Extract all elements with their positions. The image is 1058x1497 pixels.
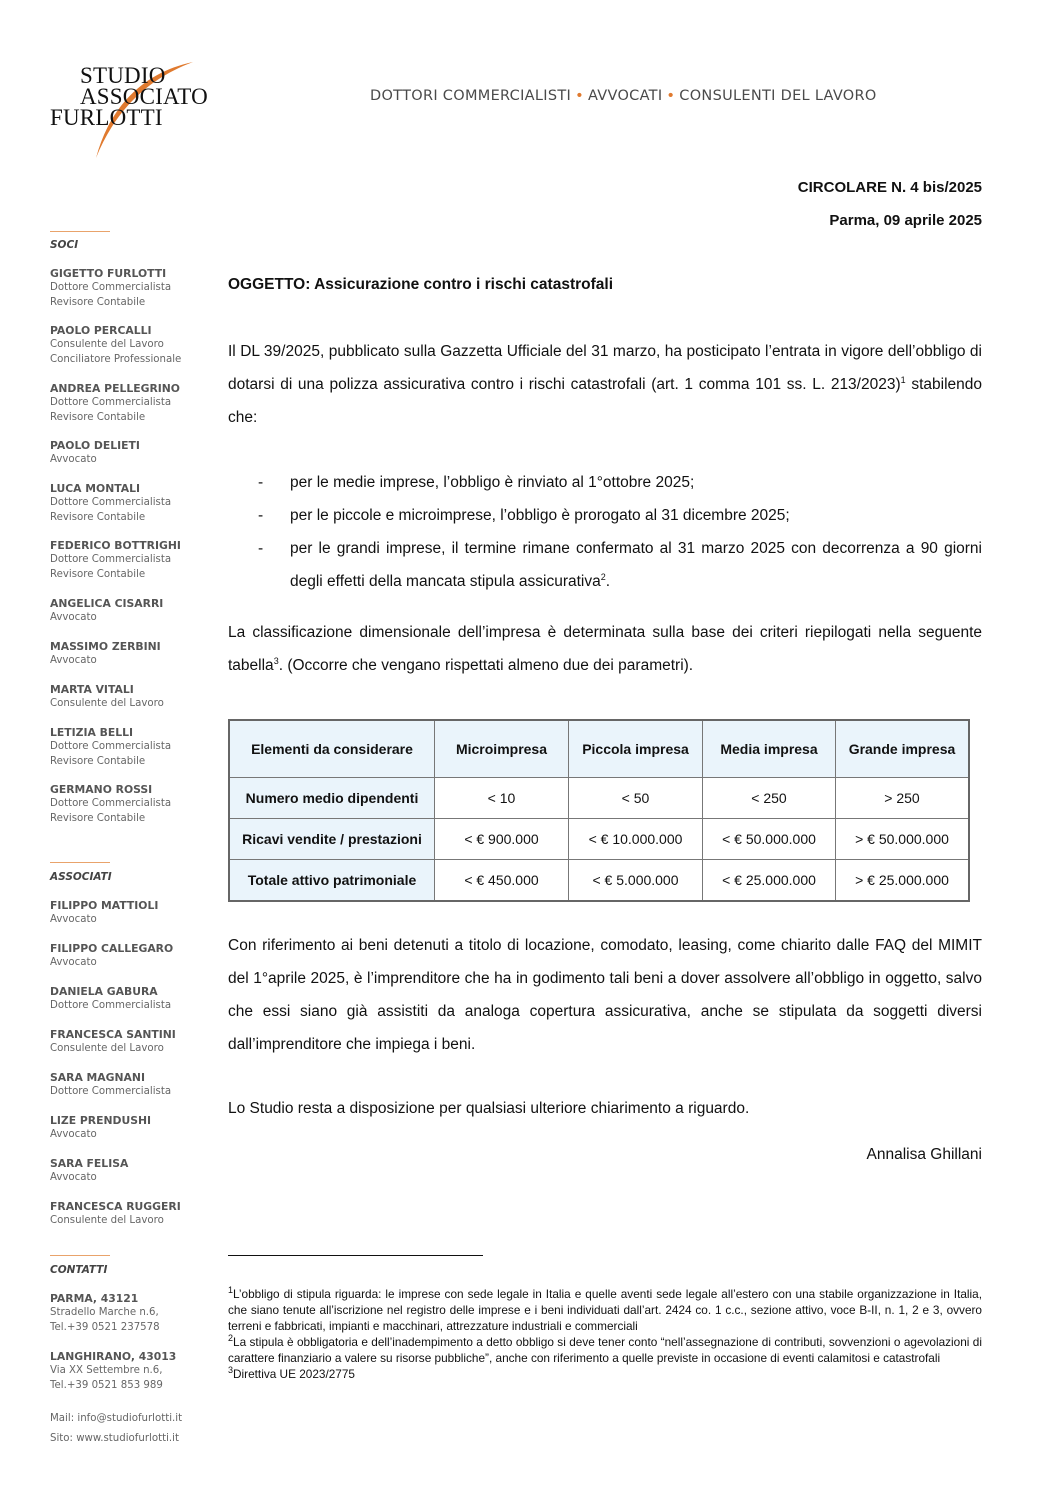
table-cell: < € 10.000.000 <box>569 819 703 860</box>
office-entry <box>50 1292 160 1335</box>
table-row <box>229 860 969 902</box>
table-cell: > 250 <box>836 778 970 819</box>
list-item <box>228 499 982 532</box>
partner-role: Revisore Contabile <box>50 568 146 580</box>
office-phone: Tel.+39 0521 237578 <box>50 1321 160 1333</box>
associate-role: Consulente del Lavoro <box>50 1215 164 1226</box>
office-name: LANGHIRANO, 43013 <box>50 1350 177 1363</box>
paragraph-text: stabilendo che: <box>228 376 982 426</box>
list-item-text: per le piccole e microimprese, l’obbligo è prorogato al 31 dicembre 2025; <box>290 507 790 524</box>
associate-entry <box>50 942 173 971</box>
office-phone: Tel.+39 0521 853 989 <box>50 1379 163 1391</box>
tagline-item: AVVOCATI <box>587 88 663 104</box>
partner-entry <box>50 382 180 425</box>
table-cell: > € 50.000.000 <box>836 819 970 860</box>
professions-tagline <box>370 88 877 104</box>
company-size-table <box>228 719 970 902</box>
contact-website[interactable]: Sito: www.studiofurlotti.it <box>50 1433 179 1444</box>
letter-subject: OGGETTO: Assicurazione contro i rischi catastrofali <box>228 276 614 293</box>
studio-logo <box>50 60 220 160</box>
section-title-associati: ASSOCIATI <box>50 871 112 883</box>
paragraph-closing: Lo Studio resta a disposizione per qualsiasi ulteriore chiarimento a riguardo. <box>228 1100 750 1117</box>
table-cell: < 250 <box>703 778 836 819</box>
associate-role: Avvocato <box>50 1129 97 1140</box>
tagline-item: CONSULENTI DEL LAVORO <box>679 88 877 104</box>
associate-role: Avvocato <box>50 1172 97 1183</box>
footnotes <box>228 1286 982 1382</box>
partner-role: Dottore Commercialista <box>50 798 172 809</box>
footnote <box>228 1366 982 1382</box>
table-row <box>229 819 969 860</box>
associate-role: Dottore Commercialista <box>50 1086 172 1097</box>
partner-entry <box>50 267 171 310</box>
list-item-text: . <box>605 573 611 590</box>
section-title-contatti: CONTATTI <box>50 1264 108 1276</box>
table-header-cell: Elementi da considerare <box>229 720 435 778</box>
partner-role: Revisore Contabile <box>50 296 146 308</box>
office-entry <box>50 1350 176 1393</box>
contact-email[interactable]: Mail: info@studiofurlotti.it <box>50 1413 183 1424</box>
section-divider <box>50 231 110 232</box>
partner-name: PAOLO PERCALLI <box>50 324 152 337</box>
paragraph-intro <box>228 335 982 434</box>
partner-role: Revisore Contabile <box>50 411 146 423</box>
associate-role: Consulente del Lavoro <box>50 1043 164 1054</box>
partner-entry <box>50 324 181 367</box>
office-address: Stradello Marche n.6, <box>50 1307 159 1318</box>
dash-bullet-icon: - <box>258 507 264 524</box>
partner-role: Revisore Contabile <box>50 511 146 523</box>
logo-line-3: FURLOTTI <box>50 105 163 130</box>
associate-name: FILIPPO MATTIOLI <box>50 899 159 912</box>
footnote <box>228 1286 982 1334</box>
associate-role: Avvocato <box>50 957 97 968</box>
table-header-cell: Microimpresa <box>435 720 569 778</box>
footnote-number: 2 <box>228 1333 234 1344</box>
section-divider <box>50 862 110 863</box>
partner-entry <box>50 539 181 582</box>
associate-name: LIZE PRENDUSHI <box>50 1114 152 1127</box>
dash-bullet-icon: - <box>258 540 264 557</box>
footnote <box>228 1334 982 1366</box>
table-cell: < € 25.000.000 <box>703 860 836 902</box>
partner-name: FEDERICO BOTTRIGHI <box>50 539 181 552</box>
partner-entry <box>50 683 164 712</box>
associate-entry <box>50 1071 171 1100</box>
table-header-cell: Piccola impresa <box>569 720 703 778</box>
partner-entry <box>50 597 163 626</box>
partner-entry <box>50 640 161 669</box>
footnote-ref[interactable]: 3 <box>273 655 279 666</box>
footnote-ref[interactable]: 2 <box>600 571 606 582</box>
partner-name: MASSIMO ZERBINI <box>50 640 161 653</box>
table-header-row <box>229 720 969 778</box>
partner-name: MARTA VITALI <box>50 683 134 696</box>
table-cell: > € 25.000.000 <box>836 860 970 902</box>
partner-name: GERMANO ROSSI <box>50 783 153 796</box>
associate-entry <box>50 899 158 928</box>
associate-entry <box>50 985 171 1014</box>
partner-name: GIGETTO FURLOTTI <box>50 267 167 280</box>
associate-entry <box>50 1157 128 1186</box>
tagline-item: DOTTORI COMMERCIALISTI <box>370 88 572 104</box>
partner-entry <box>50 783 171 826</box>
partner-entry <box>50 726 171 769</box>
table-cell: < € 50.000.000 <box>703 819 836 860</box>
associate-name: SARA MAGNANI <box>50 1071 145 1084</box>
section-title-soci: SOCI <box>50 239 79 251</box>
partner-role: Dottore Commercialista <box>50 397 172 408</box>
partner-entry <box>50 482 171 525</box>
partner-name: ANDREA PELLEGRINO <box>50 382 180 395</box>
list-item-text: per le grandi imprese, il termine rimane confermato al 31 marzo 2025 con decorrenza a 90 giorni degli effetti della mancata stipula assicurativa <box>290 540 982 590</box>
signature: Annalisa Ghillani <box>866 1146 982 1163</box>
list-item-text: per le medie imprese, l’obbligo è rinviato al 1°ottobre 2025; <box>290 474 695 491</box>
partner-role: Dottore Commercialista <box>50 282 172 293</box>
associate-entry <box>50 1028 176 1057</box>
paragraph-leased-goods: Con riferimento ai beni detenuti a titolo di locazione, comodato, leasing, come chiarito dalle FAQ del MIMIT del 1°aprile 2025, è l’imprenditore che ha in godimento tali beni a dover assolvere all’obbligo in oggetto, salvo che essi siano già assistiti da analoga copertura assicurativa, anche se stipulata da soggetti diversi dall’imprenditore che impiega i beni. <box>228 937 982 1053</box>
logo-line-2: ASSOCIATO <box>80 84 208 109</box>
office-name: PARMA, 43121 <box>50 1292 139 1305</box>
table-row-label: Ricavi vendite / prestazioni <box>229 819 435 860</box>
letter-date: Parma, 09 aprile 2025 <box>829 212 982 229</box>
partner-role: Avvocato <box>50 612 97 623</box>
associate-name: FILIPPO CALLEGARO <box>50 942 174 955</box>
footnote-text: Direttiva UE 2023/2775 <box>233 1367 355 1381</box>
separator-dot-icon: • <box>666 88 676 104</box>
partner-role: Consulente del Lavoro <box>50 698 164 709</box>
associate-name: FRANCESCA SANTINI <box>50 1028 176 1041</box>
circular-number: CIRCOLARE N. 4 bis/2025 <box>797 179 982 196</box>
table-cell: < € 450.000 <box>435 860 569 902</box>
associate-name: DANIELA GABURA <box>50 985 158 998</box>
dash-bullet-icon: - <box>258 474 264 491</box>
partner-entry <box>50 439 140 468</box>
table-row-label: Totale attivo patrimoniale <box>229 860 435 902</box>
associate-name: FRANCESCA RUGGERI <box>50 1200 181 1213</box>
table-cell: < € 900.000 <box>435 819 569 860</box>
footnote-ref[interactable]: 1 <box>900 374 906 385</box>
partner-role: Conciliatore Professionale <box>50 353 182 365</box>
list-item <box>228 466 982 499</box>
logo-line-1: STUDIO <box>80 63 166 88</box>
associate-entry <box>50 1200 181 1229</box>
table-header-cell: Grande impresa <box>836 720 970 778</box>
footnote-text: La stipula è obbligatoria e dell’inadempimento a detto obbligo si deve tener conto “nell’assegnazione di contributi, sovvenzioni o agevolazioni di carattere finanziario a valere su risorse pubbliche”, anche con riferimento a quelle previste in occasione di eventi calamitosi e catastrofali <box>228 1335 982 1365</box>
associate-role: Avvocato <box>50 914 97 925</box>
table-row-label: Numero medio dipendenti <box>229 778 435 819</box>
paragraph-text: La classificazione dimensionale dell’impresa è determinata sulla base dei criteri riepilogati nella seguente tabella <box>228 624 982 674</box>
partner-name: PAOLO DELIETI <box>50 439 140 452</box>
table-row <box>229 778 969 819</box>
table-header-cell: Media impresa <box>703 720 836 778</box>
associate-name: SARA FELISA <box>50 1157 129 1170</box>
partner-role: Avvocato <box>50 655 97 666</box>
footnote-number: 3 <box>228 1365 234 1376</box>
partner-name: ANGELICA CISARRI <box>50 597 164 610</box>
table-cell: < 50 <box>569 778 703 819</box>
list-item <box>228 532 982 598</box>
associate-role: Dottore Commercialista <box>50 1000 172 1011</box>
footnote-text: L’obbligo di stipula riguarda: le imprese con sede legale in Italia e quelle aventi sede legale all’estero con una stabile organizzazione in Italia, che siano tenute all’iscrizione nel registro delle imprese e i beni individuati dall’art. 2424 co. 1 c.c., sezione attivo, voce B-II, n. 1, 2 e 3, ovvero terreni e fabbricati, impianti e macchinari, attrezzature industriali e commerciali <box>228 1287 982 1333</box>
partner-role: Avvocato <box>50 454 97 465</box>
partner-name: LUCA MONTALI <box>50 482 141 495</box>
paragraph-text: Il DL 39/2025, pubblicato sulla Gazzetta Ufficiale del 31 marzo, ha posticipato l’entrata in vigore dell’obbligo di dotarsi di una polizza assicurativa contro i rischi catastrofali (art. 1 comma 101 ss. L. 213/2023) <box>228 343 982 393</box>
footnote-number: 1 <box>228 1285 234 1296</box>
partner-role: Revisore Contabile <box>50 755 146 767</box>
paragraph-classification <box>228 616 982 682</box>
partner-role: Consulente del Lavoro <box>50 339 164 350</box>
deadline-list <box>228 466 982 598</box>
partner-role: Revisore Contabile <box>50 812 146 824</box>
partner-name: LETIZIA BELLI <box>50 726 133 739</box>
footnote-divider <box>228 1255 483 1256</box>
partner-role: Dottore Commercialista <box>50 554 172 565</box>
partner-role: Dottore Commercialista <box>50 497 172 508</box>
paragraph-text: . (Occorre che vengano rispettati almeno due dei parametri). <box>278 657 694 674</box>
table-cell: < 10 <box>435 778 569 819</box>
section-divider <box>50 1255 110 1256</box>
partner-role: Dottore Commercialista <box>50 741 172 752</box>
associate-entry <box>50 1114 151 1143</box>
table-cell: < € 5.000.000 <box>569 860 703 902</box>
office-address: Via XX Settembre n.6, <box>50 1365 163 1376</box>
separator-dot-icon: • <box>575 88 584 104</box>
